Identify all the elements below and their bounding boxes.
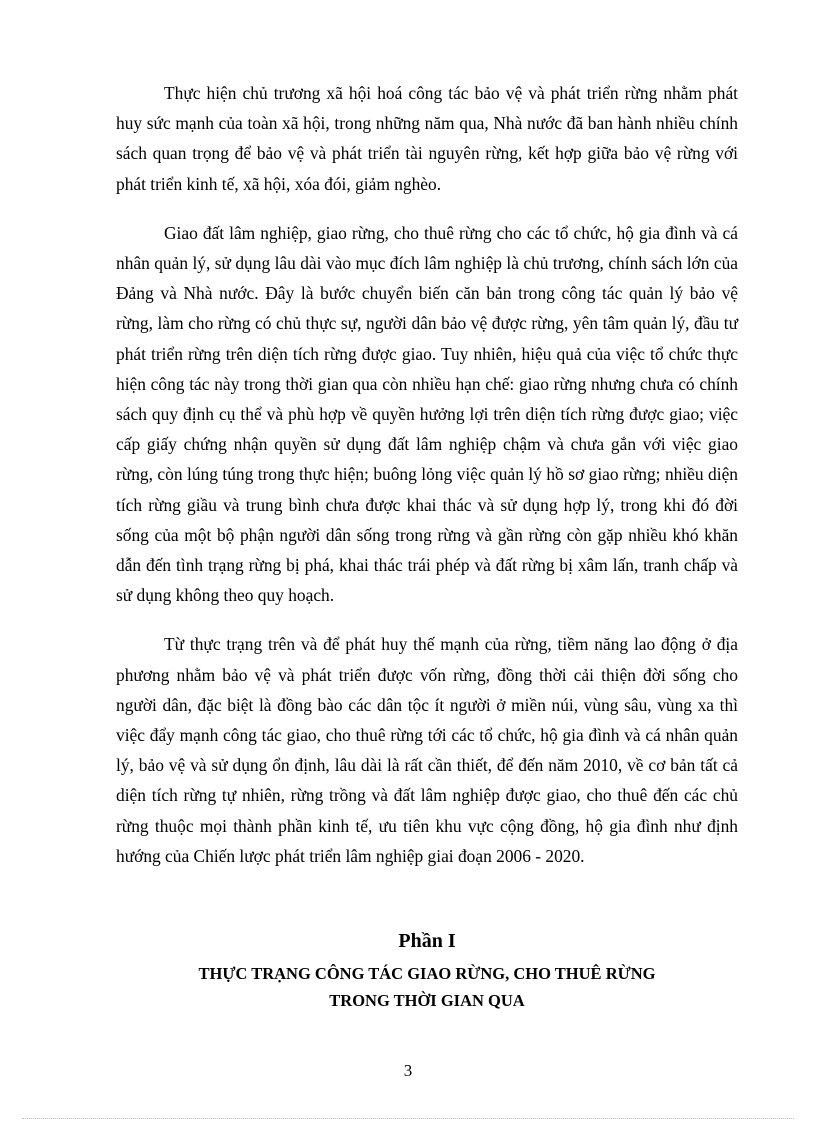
page-number: 3 <box>403 1061 413 1080</box>
part-title: Phần I <box>398 930 456 952</box>
paragraph-conclusion: Từ thực trạng trên và để phát huy thế mạnh của rừng, tiềm năng lao động ở địa phương nhằm bảo vệ và phát triển được vốn rừng, đồng thời cải thiện đời sống cho người dân, đặc biệt là đồng bào các dân tộc ít người ở miền núi, vùng sâu, vùng xa thì việc đẩy mạnh công tác giao, cho thuê rừng tới các tổ chức, hộ gia đình và cá nhân quản lý, bảo vệ và sử dụng ổn định, lâu dài là rất cần thiết, để đến năm 2010, về cơ bản tất cả diện tích rừng tự nhiên, rừng trồng và đất lâm nghiệp được giao, cho thuê đến các chủ rừng thuộc mọi thành phần kinh tế, ưu tiên khu vực cộng đồng, hộ gia đình như định hướng của Chiến lược phát triển lâm nghiệp giai đoạn 2006 - 2020. <box>116 634 738 866</box>
section-title-line-1: THỰC TRẠNG CÔNG TÁC GIAO RỪNG, CHO THUÊ RỪNG <box>198 964 656 983</box>
section-title-line-2: TRONG THỜI GIAN QUA <box>329 991 525 1010</box>
paragraph-land-allocation: Giao đất lâm nghiệp, giao rừng, cho thuê rừng cho các tổ chức, hộ gia đình và cá nhân quản lý, sử dụng lâu dài vào mục đích lâm nghiệp là chủ trương, chính sách lớn của Đảng và Nhà nước. Đây là bước chuyển biến căn bản trong công tác quản lý bảo vệ rừng, làm cho rừng có chủ thực sự, người dân bảo vệ được rừng, yên tâm quản lý, đầu tư phát triển rừng trên diện tích rừng được giao. Tuy nhiên, hiệu quả của việc tổ chức thực hiện công tác này trong thời gian qua còn nhiều hạn chế: giao rừng nhưng chưa có chính sách quy định cụ thể và phù hợp về quyền hưởng lợi trên diện tích rừng được giao; việc cấp giấy chứng nhận quyền sử dụng đất lâm nghiệp chậm và chưa gắn với việc giao rừng, còn lúng túng trong thực hiện; buông lỏng việc quản lý hồ sơ giao rừng; nhiều diện tích rừng giầu và trung bình chưa được khai thác và sử dụng hợp lý, trong khi đó đời sống của một bộ phận người dân sống trong rừng và gần rừng còn gặp nhiều khó khăn dẫn đến tình trạng rừng bị phá, khai thác trái phép và đất rừng bị xâm lấn, tranh chấp và sử dụng không theo quy hoạch. <box>116 222 738 606</box>
body-text <box>116 78 738 871</box>
paragraph-intro: Thực hiện chủ trương xã hội hoá công tác bảo vệ và phát triển rừng nhằm phát huy sức mạnh của toàn xã hội, trong những năm qua, Nhà nước đã ban hành nhiều chính sách quan trọng để bảo vệ và phát triển tài nguyên rừng, kết hợp giữa bảo vệ rừng với phát triển kinh tế, xã hội, xóa đói, giảm nghèo. <box>116 83 738 194</box>
section-title <box>116 960 738 1014</box>
page-bottom-divider <box>22 1118 794 1119</box>
